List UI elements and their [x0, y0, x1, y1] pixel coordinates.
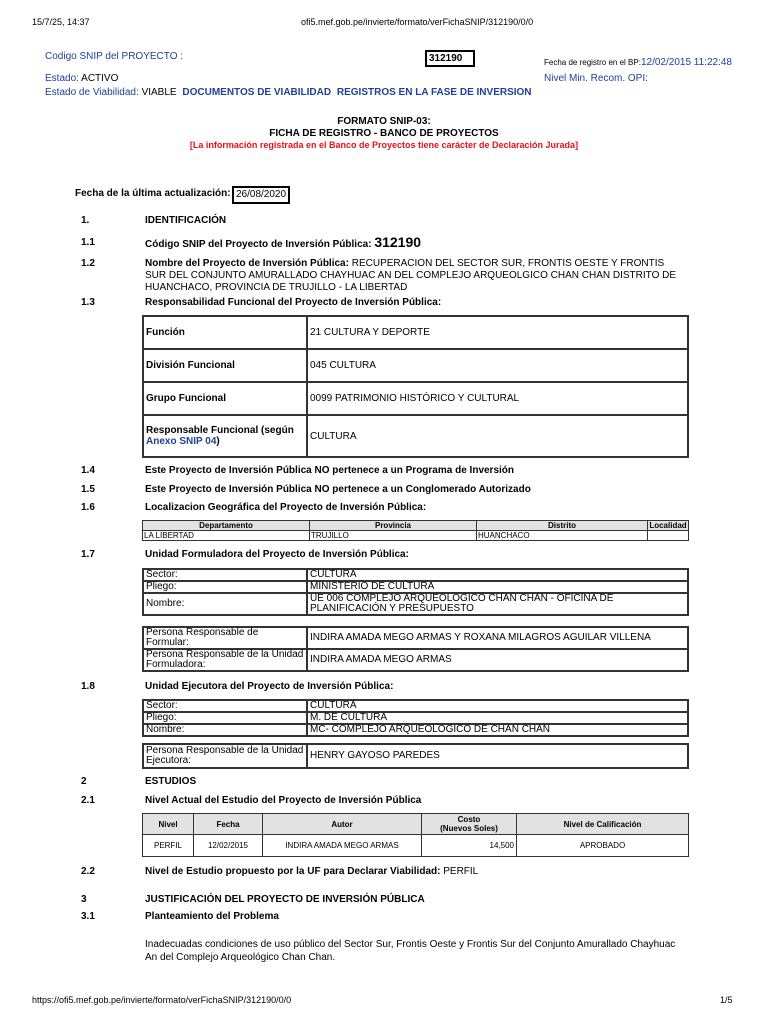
- grupo-label: Grupo Funcional: [143, 382, 307, 415]
- uf-responsables-table: [142, 626, 689, 672]
- section-1-title: IDENTIFICACIÓN: [145, 215, 227, 226]
- col-costo: Costo (Nuevos Soles): [422, 814, 517, 835]
- section-1-2-line1: [145, 258, 664, 269]
- project-name-line2: SUR DEL CONJUNTO AMURALLADO CHAYHUAC AN DEL COMPLEJO ARQUEOLGICO CHAN CHAN DISTRITO DE: [145, 270, 677, 281]
- documentos-viabilidad-link[interactable]: DOCUMENTOS DE VIABILIDAD: [182, 87, 332, 98]
- col-provincia: Provincia: [310, 521, 477, 531]
- registros-fase-inversion-link[interactable]: REGISTROS EN LA FASE DE INVERSION: [336, 87, 532, 98]
- section-1-2-number: 1.2: [81, 258, 95, 269]
- section-2-2-title: Nivel de Estudio propuesto por la UF para Declarar Viabilidad:: [145, 866, 441, 877]
- unidad-ejecutora-table: [142, 699, 689, 737]
- localizacion-table: [142, 520, 689, 541]
- responsable-funcional-value: CULTURA: [307, 415, 688, 457]
- col-departamento: Departamento: [143, 521, 310, 531]
- cell-fecha: 12/02/2015: [194, 835, 263, 857]
- section-2-number: 2: [81, 776, 87, 787]
- table-row: [143, 349, 688, 382]
- section-1-4-title: Este Proyecto de Inversión Pública NO pertenece a un Programa de Inversión: [145, 465, 515, 476]
- section-1-5-number: 1.5: [81, 484, 95, 495]
- viabilidad-value: VIABLE: [141, 87, 177, 98]
- estado-row: [45, 73, 118, 84]
- ue-nombre-value: MC- COMPLEJO ARQUEOLOGICO DE CHAN CHAN: [307, 724, 688, 736]
- cell-calificacion: APROBADO: [517, 835, 689, 857]
- cell-distrito: HUANCHACO: [477, 531, 648, 541]
- section-1-3-number: 1.3: [81, 297, 95, 308]
- form-title-2: FICHA DE REGISTRO - BANCO DE PROYECTOS: [269, 128, 499, 139]
- estudios-table: [142, 813, 689, 857]
- codigo-snip-value: 312190: [425, 50, 475, 67]
- section-1-8-title: Unidad Ejecutora del Proyecto de Inversión Pública:: [145, 681, 394, 692]
- problema-line2: An del Complejo Arqueológico Chan Chan.: [145, 952, 336, 963]
- pr-formular-label: Persona Responsable de Formular:: [143, 627, 307, 649]
- cell-departamento: LA LIBERTAD: [143, 531, 310, 541]
- fecha-registro: [544, 52, 732, 70]
- section-1-8-number: 1.8: [81, 681, 95, 692]
- section-2-2-number: 2.2: [81, 866, 95, 877]
- problema-line1: Inadecuadas condiciones de uso público del Sector Sur, Frontis Oeste y Frontis Sur del Conjunto Amurallado Chayhuac: [145, 939, 676, 950]
- ue-pliego-value: M. DE CULTURA: [307, 712, 688, 724]
- unidad-formuladora-table: [142, 568, 689, 616]
- col-fecha: Fecha: [194, 814, 263, 835]
- table-row: [143, 415, 688, 457]
- viabilidad-label: Estado de Viabilidad:: [45, 87, 139, 98]
- estado-label: Estado:: [45, 73, 79, 84]
- table-row: [143, 700, 688, 712]
- table-row: [143, 724, 688, 736]
- section-2-2-value: PERFIL: [443, 866, 479, 877]
- col-autor: Autor: [263, 814, 422, 835]
- responsable-label-close: ): [216, 436, 220, 447]
- uf-nombre-label: Nombre:: [143, 593, 307, 615]
- estado-value: ACTIVO: [81, 73, 119, 84]
- table-row: [143, 712, 688, 724]
- cell-autor: INDIRA AMADA MEGO ARMAS: [263, 835, 422, 857]
- section-1-1-number: 1.1: [81, 237, 95, 248]
- section-1-2-title: Nombre del Proyecto de Inversión Pública:: [145, 258, 349, 269]
- cell-provincia: TRUJILLO: [310, 531, 477, 541]
- section-1-1-value: 312190: [374, 234, 422, 250]
- ue-nombre-label: Nombre:: [143, 724, 307, 736]
- codigo-snip-label: Codigo SNIP del PROYECTO :: [45, 51, 184, 62]
- table-header-row: [143, 521, 689, 531]
- section-2-2: [145, 866, 478, 877]
- project-name-line1: RECUPERACION DEL SECTOR SUR, FRONTIS OESTE Y FRONTIS: [351, 258, 665, 269]
- table-row: [143, 835, 689, 857]
- table-row: [143, 531, 689, 541]
- anexo-snip-04-link[interactable]: Anexo SNIP 04: [146, 436, 217, 447]
- table-row: [143, 744, 688, 768]
- uf-pliego-value: MINISTERIO DE CULTURA: [307, 581, 688, 593]
- funcion-label: Función: [143, 316, 307, 349]
- ue-sector-label: Sector:: [143, 700, 307, 712]
- division-value: 045 CULTURA: [307, 349, 688, 382]
- section-1-4-number: 1.4: [81, 465, 95, 476]
- grupo-value: 0099 PATRIMONIO HISTÓRICO Y CULTURAL: [307, 382, 688, 415]
- ue-responsable-table: [142, 743, 689, 769]
- table-row: [143, 316, 688, 349]
- fecha-registro-value: 12/02/2015 11:22:48: [640, 57, 732, 68]
- table-row: [143, 569, 688, 581]
- section-1-6-number: 1.6: [81, 502, 95, 513]
- nivel-min-label: Nivel Min. Recom. OPI:: [544, 73, 648, 84]
- col-calificacion: Nivel de Calificación: [517, 814, 689, 835]
- print-datetime: 15/7/25, 14:37: [32, 17, 90, 27]
- section-1-1: [145, 234, 421, 250]
- section-2-1-title: Nivel Actual del Estudio del Proyecto de Inversión Pública: [145, 795, 422, 806]
- section-1-6-title: Localizacion Geográfica del Proyecto de Inversión Pública:: [145, 502, 427, 513]
- pr-unidad-ejecutora-label: Persona Responsable de la Unidad Ejecutora:: [143, 744, 307, 768]
- pr-unidad-formuladora-label: Persona Responsable de la Unidad Formuladora:: [143, 649, 307, 671]
- table-row: [143, 627, 688, 649]
- responsable-funcional-label: [143, 415, 307, 457]
- pr-formular-value: INDIRA AMADA MEGO ARMAS Y ROXANA MILAGROS AGUILAR VILLENA: [307, 627, 688, 649]
- section-3-1-number: 3.1: [81, 911, 95, 922]
- pr-unidad-ejecutora-value: HENRY GAYOSO PAREDES: [307, 744, 688, 768]
- ultima-actualizacion-value: 26/08/2020: [232, 186, 290, 204]
- col-nivel: Nivel: [143, 814, 194, 835]
- section-1-5-title: Este Proyecto de Inversión Pública NO pertenece a un Conglomerado Autorizado: [145, 484, 531, 495]
- cell-localidad: [648, 531, 689, 541]
- ultima-actualizacion-label: Fecha de la última actualización:: [75, 188, 231, 199]
- table-row: [143, 581, 688, 593]
- section-3-number: 3: [81, 894, 87, 905]
- section-2-1-number: 2.1: [81, 795, 95, 806]
- viabilidad-row: [45, 87, 532, 98]
- col-distrito: Distrito: [477, 521, 648, 531]
- section-1-1-title: Código SNIP del Proyecto de Inversión Pública:: [145, 239, 372, 250]
- ue-sector-value: CULTURA: [307, 700, 688, 712]
- project-name-line3: HUANCHACO, PROVINCIA DE TRUJILLO - LA LIBERTAD: [145, 282, 408, 293]
- table-row: [143, 382, 688, 415]
- section-1-7-number: 1.7: [81, 549, 95, 560]
- pr-unidad-formuladora-value: INDIRA AMADA MEGO ARMAS: [307, 649, 688, 671]
- section-1-3-title: Responsabilidad Funcional del Proyecto de Inversión Pública:: [145, 297, 442, 308]
- fecha-registro-label: Fecha de registro en el BP:: [544, 58, 641, 67]
- table-row: [143, 649, 688, 671]
- print-footer-url: https://ofi5.mef.gob.pe/invierte/formato/verFichaSNIP/312190/0/0: [32, 995, 292, 1005]
- section-1-number: 1.: [81, 215, 90, 226]
- uf-sector-value: CULTURA: [307, 569, 688, 581]
- table-header-row: [143, 814, 689, 835]
- uf-sector-label: Sector:: [143, 569, 307, 581]
- declaracion-jurada-warning: [La información registrada en el Banco de Proyectos tiene carácter de Declaración Jurada]: [189, 140, 579, 150]
- responsabilidad-funcional-table: [142, 315, 689, 458]
- cell-costo: 14,500: [422, 835, 517, 857]
- col-localidad: Localidad: [649, 521, 687, 530]
- section-3-title: JUSTIFICACIÓN DEL PROYECTO DE INVERSIÓN PÚBLICA: [145, 894, 425, 905]
- table-row: [143, 593, 688, 615]
- uf-nombre-value: UE 006 COMPLEJO ARQUEOLOGICO CHAN CHAN - OFICINA DE PLANIFICACIÓN Y PRESUPUESTO: [307, 593, 688, 615]
- section-1-7-title: Unidad Formuladora del Proyecto de Inversión Pública:: [145, 549, 409, 560]
- print-url: ofi5.mef.gob.pe/invierte/formato/verFichaSNIP/312190/0/0: [301, 17, 534, 27]
- cell-nivel: PERFIL: [143, 835, 194, 857]
- funcion-value: 21 CULTURA Y DEPORTE: [307, 316, 688, 349]
- division-label: División Funcional: [143, 349, 307, 382]
- form-title-1: FORMATO SNIP-03:: [337, 116, 431, 127]
- section-3-1-title: Planteamiento del Problema: [145, 911, 279, 922]
- uf-pliego-label: Pliego:: [143, 581, 307, 593]
- print-page-number: 1/5: [720, 995, 733, 1005]
- responsable-label-text: Responsable Funcional (según: [146, 425, 294, 436]
- ue-pliego-label: Pliego:: [143, 712, 307, 724]
- section-2-title: ESTUDIOS: [145, 776, 197, 787]
